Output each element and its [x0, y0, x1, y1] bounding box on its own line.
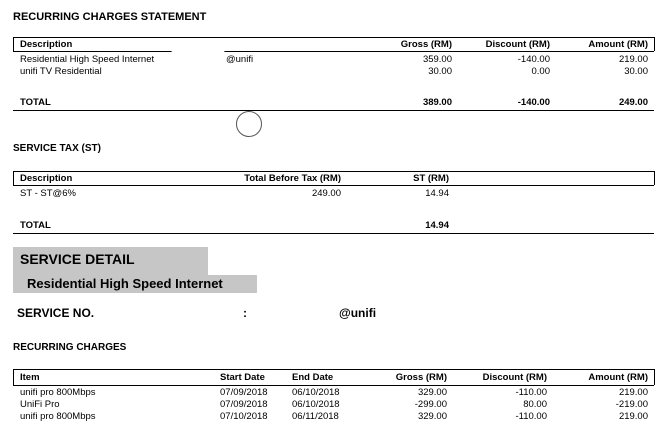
rc-discount: -110.00: [515, 411, 547, 422]
rc-gross: -299.00: [414, 399, 447, 410]
rc-item: unifi pro 800Mbps: [20, 411, 96, 422]
rc-header-bottom-border: [13, 385, 654, 386]
st-header-left-border: [13, 171, 14, 185]
col-gross: Gross (RM): [400, 39, 452, 50]
rc-item: UniFi Pro: [20, 399, 60, 410]
row-discount: -140.00: [517, 54, 550, 65]
st-row-before-tax: 249.00: [311, 188, 341, 199]
st-total-value: 14.94: [425, 220, 449, 231]
rc-item: unifi pro 800Mbps: [20, 387, 96, 398]
rc-header-left-border: [13, 369, 14, 385]
total-discount: -140.00: [517, 97, 550, 108]
col-discount: Discount (RM): [485, 39, 550, 50]
st-table-top-border: [13, 171, 654, 172]
rc-end: 06/11/2018: [292, 411, 339, 422]
rc-start: 07/09/2018: [220, 387, 268, 398]
rc-gross: 329.00: [417, 411, 447, 422]
st-header-right-border: [654, 171, 655, 185]
row-discount: 0.00: [531, 66, 550, 77]
service-detail-subtitle: Residential High Speed Internet: [27, 276, 223, 291]
recurring-charges-title: RECURRING CHARGES: [13, 342, 127, 353]
rc-start: 07/10/2018: [220, 411, 268, 422]
rc-col-item: Item: [20, 372, 40, 383]
rc-col-end-date: End Date: [292, 372, 334, 383]
rc-col-discount: Discount (RM): [482, 372, 547, 383]
header-right-border: [654, 37, 655, 51]
rc-discount: -110.00: [515, 387, 547, 398]
circle-mark-icon: [236, 111, 262, 137]
rc-end: 06/10/2018: [292, 387, 340, 398]
row-amount: 219.00: [618, 54, 648, 65]
row-suffix: @unifi: [226, 54, 254, 65]
row-gross: 359.00: [422, 54, 452, 65]
row-amount: 30.00: [624, 66, 648, 77]
total-label: TOTAL: [20, 97, 51, 108]
rc-amount: 219.00: [618, 411, 648, 422]
st-total-underline: [13, 233, 654, 234]
rc-gross: 329.00: [417, 387, 447, 398]
st-row-description: ST - ST@6%: [20, 188, 76, 199]
st-col-st: ST (RM): [413, 173, 449, 184]
redacted-area: [170, 47, 226, 77]
st-row-st: 14.94: [425, 188, 449, 199]
col-amount: Amount (RM): [588, 39, 648, 50]
rc-start: 07/09/2018: [220, 399, 268, 410]
st-header-bottom-border: [13, 185, 654, 186]
total-amount: 249.00: [618, 97, 648, 108]
rc-discount: 80.00: [523, 399, 547, 410]
col-description: Description: [20, 39, 73, 50]
rc-col-start-date: Start Date: [220, 372, 265, 383]
rc-end: 06/10/2018: [292, 399, 340, 410]
rc-amount: 219.00: [618, 387, 648, 398]
rc-header-right-border: [654, 369, 655, 385]
table-top-border: [13, 37, 654, 38]
header-bottom-border: [13, 51, 654, 52]
total-gross: 389.00: [422, 97, 452, 108]
st-total-label: TOTAL: [20, 220, 51, 231]
rc-col-amount: Amount (RM): [588, 372, 648, 383]
rc-amount: -219.00: [615, 399, 648, 410]
total-underline: [13, 110, 654, 111]
service-tax-title: SERVICE TAX (ST): [13, 143, 101, 154]
service-detail-title: SERVICE DETAIL: [20, 251, 135, 267]
statement-title: RECURRING CHARGES STATEMENT: [13, 11, 207, 23]
rc-col-gross: Gross (RM): [395, 372, 447, 383]
rc-table-top-border: [13, 369, 654, 370]
service-no-value: @unifi: [339, 306, 377, 320]
st-col-before-tax: Total Before Tax (RM): [244, 173, 341, 184]
row-description: Residential High Speed Internet: [20, 54, 155, 65]
service-no-colon: :: [243, 306, 247, 320]
row-description: unifi TV Residential: [20, 66, 102, 77]
header-left-border: [13, 37, 14, 51]
service-no-label: SERVICE NO.: [17, 306, 95, 320]
row-gross: 30.00: [428, 66, 452, 77]
st-col-description: Description: [20, 173, 73, 184]
